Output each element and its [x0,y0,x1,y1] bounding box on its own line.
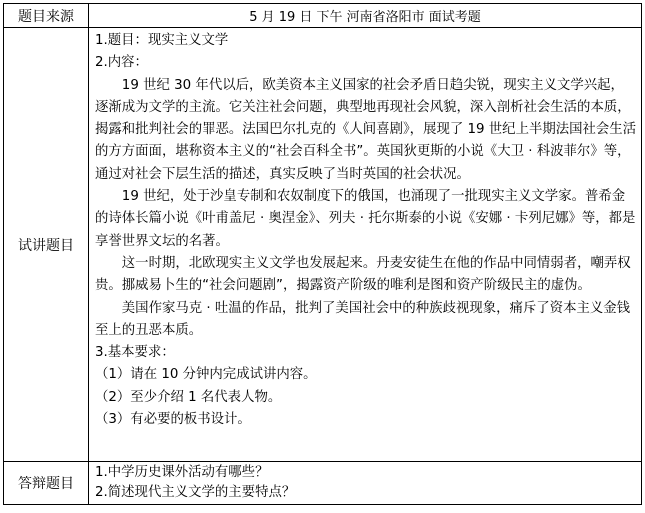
content-heading: 2.内容： [95,55,148,71]
defense-label: 答辩题目 [4,462,89,505]
defense-question-1: 1.中学历史课外活动有哪些？ [95,465,269,480]
trial-lecture-content [89,28,642,462]
requirement-1: （1）请在 10 分钟内完成试讲内容。 [95,367,317,383]
trial-lecture-label: 试讲题目 [4,28,89,462]
source-value: 5 月 19 日 下午 河南省洛阳市 面试考题 [89,4,642,28]
content-paragraph-2: 19 世纪，处于沙皇专制和农奴制度下的俄国，也涌现了一批现实主义文学家。普希金的诗体长篇小说《叶甫盖尼 · 奥涅金》、列夫 · 托尔斯泰的小说《安娜 · 卡列尼娜》等，都是享誉世界文坛的名著。 [95,189,636,249]
defense-content [89,462,642,505]
requirement-2: （2）至少介绍 1 名代表人物。 [95,389,282,405]
requirements-heading: 3.基本要求： [95,345,175,361]
trial-lecture-row [4,28,642,462]
content-paragraph-4: 美国作家马克 · 吐温的作品，批判了美国社会中的种族歧视现象，痛斥了资本主义金钱至上的丑恶本质。 [95,300,631,338]
content-paragraph-1: 19 世纪 30 年代以后，欧美资本主义国家的社会矛盾日趋尖锐，现实主义文学兴起，逐渐成为文学的主流。它关注社会问题，典型地再现社会风貌，深入剖析社会生活的本质，揭露和批判社会的罪恶。法国巴尔扎克的《人间喜剧》，展现了 19 世纪上半期法国社会生活的方方面面，堪称资本主义的“社会百科全书”。英国狄更斯的小说《大卫 · 科波菲尔》等，通过对社会下层生活的描述，真实反映了当时英国的社会状况。 [95,77,637,182]
source-row [4,4,642,28]
exam-question-table [3,3,642,505]
defense-row [4,462,642,505]
content-paragraph-3: 这一时期，北欧现实主义文学也发展起来。丹麦安徒生在他的作品中同情弱者，嘲弄权贵。挪威易卜生的“社会问题剧”，揭露资产阶级的唯利是图和资产阶级民主的虚伪。 [95,255,631,294]
topic-line: 1.题目：现实主义文学 [95,33,229,48]
source-label: 题目来源 [4,4,89,28]
defense-question-2: 2.简述现代主义文学的主要特点？ [95,485,296,500]
requirement-3: （3）有必要的板书设计。 [95,412,251,428]
